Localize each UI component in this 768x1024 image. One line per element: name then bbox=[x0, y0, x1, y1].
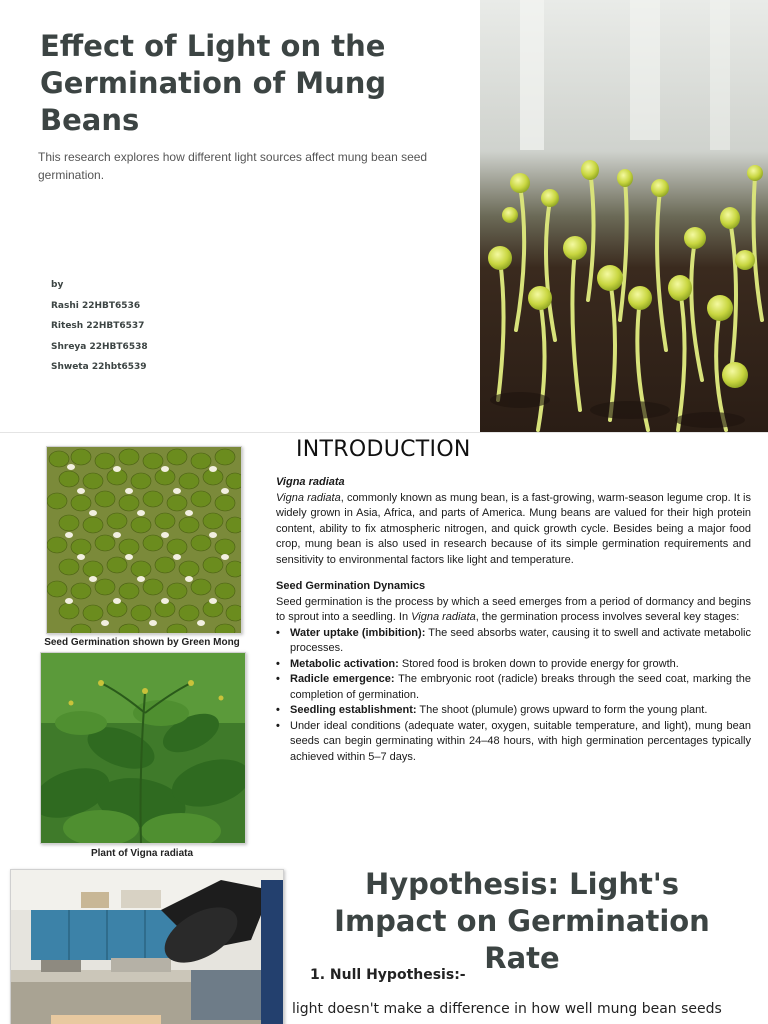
author-name: Shweta 22hbt6539 bbox=[51, 362, 147, 373]
cover-slide bbox=[0, 0, 768, 432]
stage-name: Metabolic activation: bbox=[290, 657, 399, 670]
germination-stages-list bbox=[276, 626, 751, 766]
list-item bbox=[290, 703, 751, 719]
list-item bbox=[290, 719, 751, 766]
subsection-title: Seed Germination Dynamics bbox=[276, 580, 426, 592]
stage-text: The shoot (plumule) grows upward to form the young plant. bbox=[416, 704, 708, 716]
list-item bbox=[290, 626, 751, 657]
paragraph-text: , the germination process involves several key stages: bbox=[475, 611, 740, 623]
author-name: Ritesh 22HBT6537 bbox=[51, 321, 145, 332]
introduction-heading: INTRODUCTION bbox=[296, 437, 471, 462]
stage-text: Stored food is broken down to provide energy for growth. bbox=[398, 657, 679, 670]
stage-name: Radicle emergence: bbox=[290, 673, 395, 685]
list-item bbox=[290, 672, 751, 703]
stage-name: Seedling establishment: bbox=[290, 704, 417, 716]
species-name: Vigna radiata bbox=[276, 491, 341, 504]
null-hypothesis-heading: 1. Null Hypothesis:- bbox=[310, 967, 466, 983]
paragraph-text: , commonly known as mung bean, is a fast-growing, warm-season legume crop. It is widely grown in Asia, Africa, and parts of America. Mung beans are valued for their high protein content, ability to fix atmospheric nitrogen, and quick growth cycle. Besides being a major food crop, mung bean is also used in research because of its simple germination requirements and sensitivity to environmental factors like light and temperature. bbox=[276, 491, 752, 566]
author-name: Rashi 22HBT6536 bbox=[51, 300, 141, 311]
mung-seeds-image bbox=[46, 446, 242, 634]
cover-title: Effect of Light on the Germination of Mung Beans bbox=[40, 29, 387, 137]
stage-text: The embryonic root (radicle) breaks through the seed coat, marking the completion of germination. bbox=[290, 673, 752, 701]
subsection-title: Vigna radiata bbox=[276, 476, 345, 488]
stage-text: The seed absorbs water, causing it to swell and activate metabolic processes. bbox=[290, 626, 751, 654]
stage-name: Water uptake (imbibition): bbox=[290, 626, 426, 639]
paragraph-text: Seed germination is the process by which a seed emerges from a period of dormancy and begins to sprout into a seedling. In bbox=[276, 595, 751, 623]
introduction-body bbox=[276, 475, 751, 765]
image-caption: Plant of Vigna radiata bbox=[90, 848, 194, 859]
paragraph bbox=[276, 595, 751, 626]
authors-label: by bbox=[51, 280, 64, 290]
hypothesis-title: Hypothesis: Light's Impact on Germination Rate bbox=[334, 867, 710, 975]
cover-subtitle: This research explores how different light sources affect mung bean seed germination. bbox=[38, 150, 428, 182]
hypothesis-slide bbox=[0, 866, 768, 1024]
author-list bbox=[51, 278, 148, 381]
lab-photo bbox=[10, 869, 284, 1024]
paragraph bbox=[276, 491, 751, 569]
mung-plant-image bbox=[40, 652, 246, 844]
image-caption: Seed Germination shown by Green Mong bbox=[44, 637, 240, 648]
sprouts-photo bbox=[480, 0, 768, 432]
species-name: Vigna radiata bbox=[411, 611, 476, 623]
stage-text: Under ideal conditions (adequate water, oxygen, suitable temperature, and light), mung bean seeds can begin germinating within 24–48 hours, with high germination percentages typically achieved within 5–7 days. bbox=[290, 719, 751, 763]
author-name: Shreya 22HBT6538 bbox=[51, 341, 148, 352]
list-item bbox=[290, 657, 751, 673]
introduction-slide bbox=[0, 433, 768, 865]
null-hypothesis-text: light doesn't make a difference in how well mung bean seeds bbox=[292, 1001, 722, 1017]
